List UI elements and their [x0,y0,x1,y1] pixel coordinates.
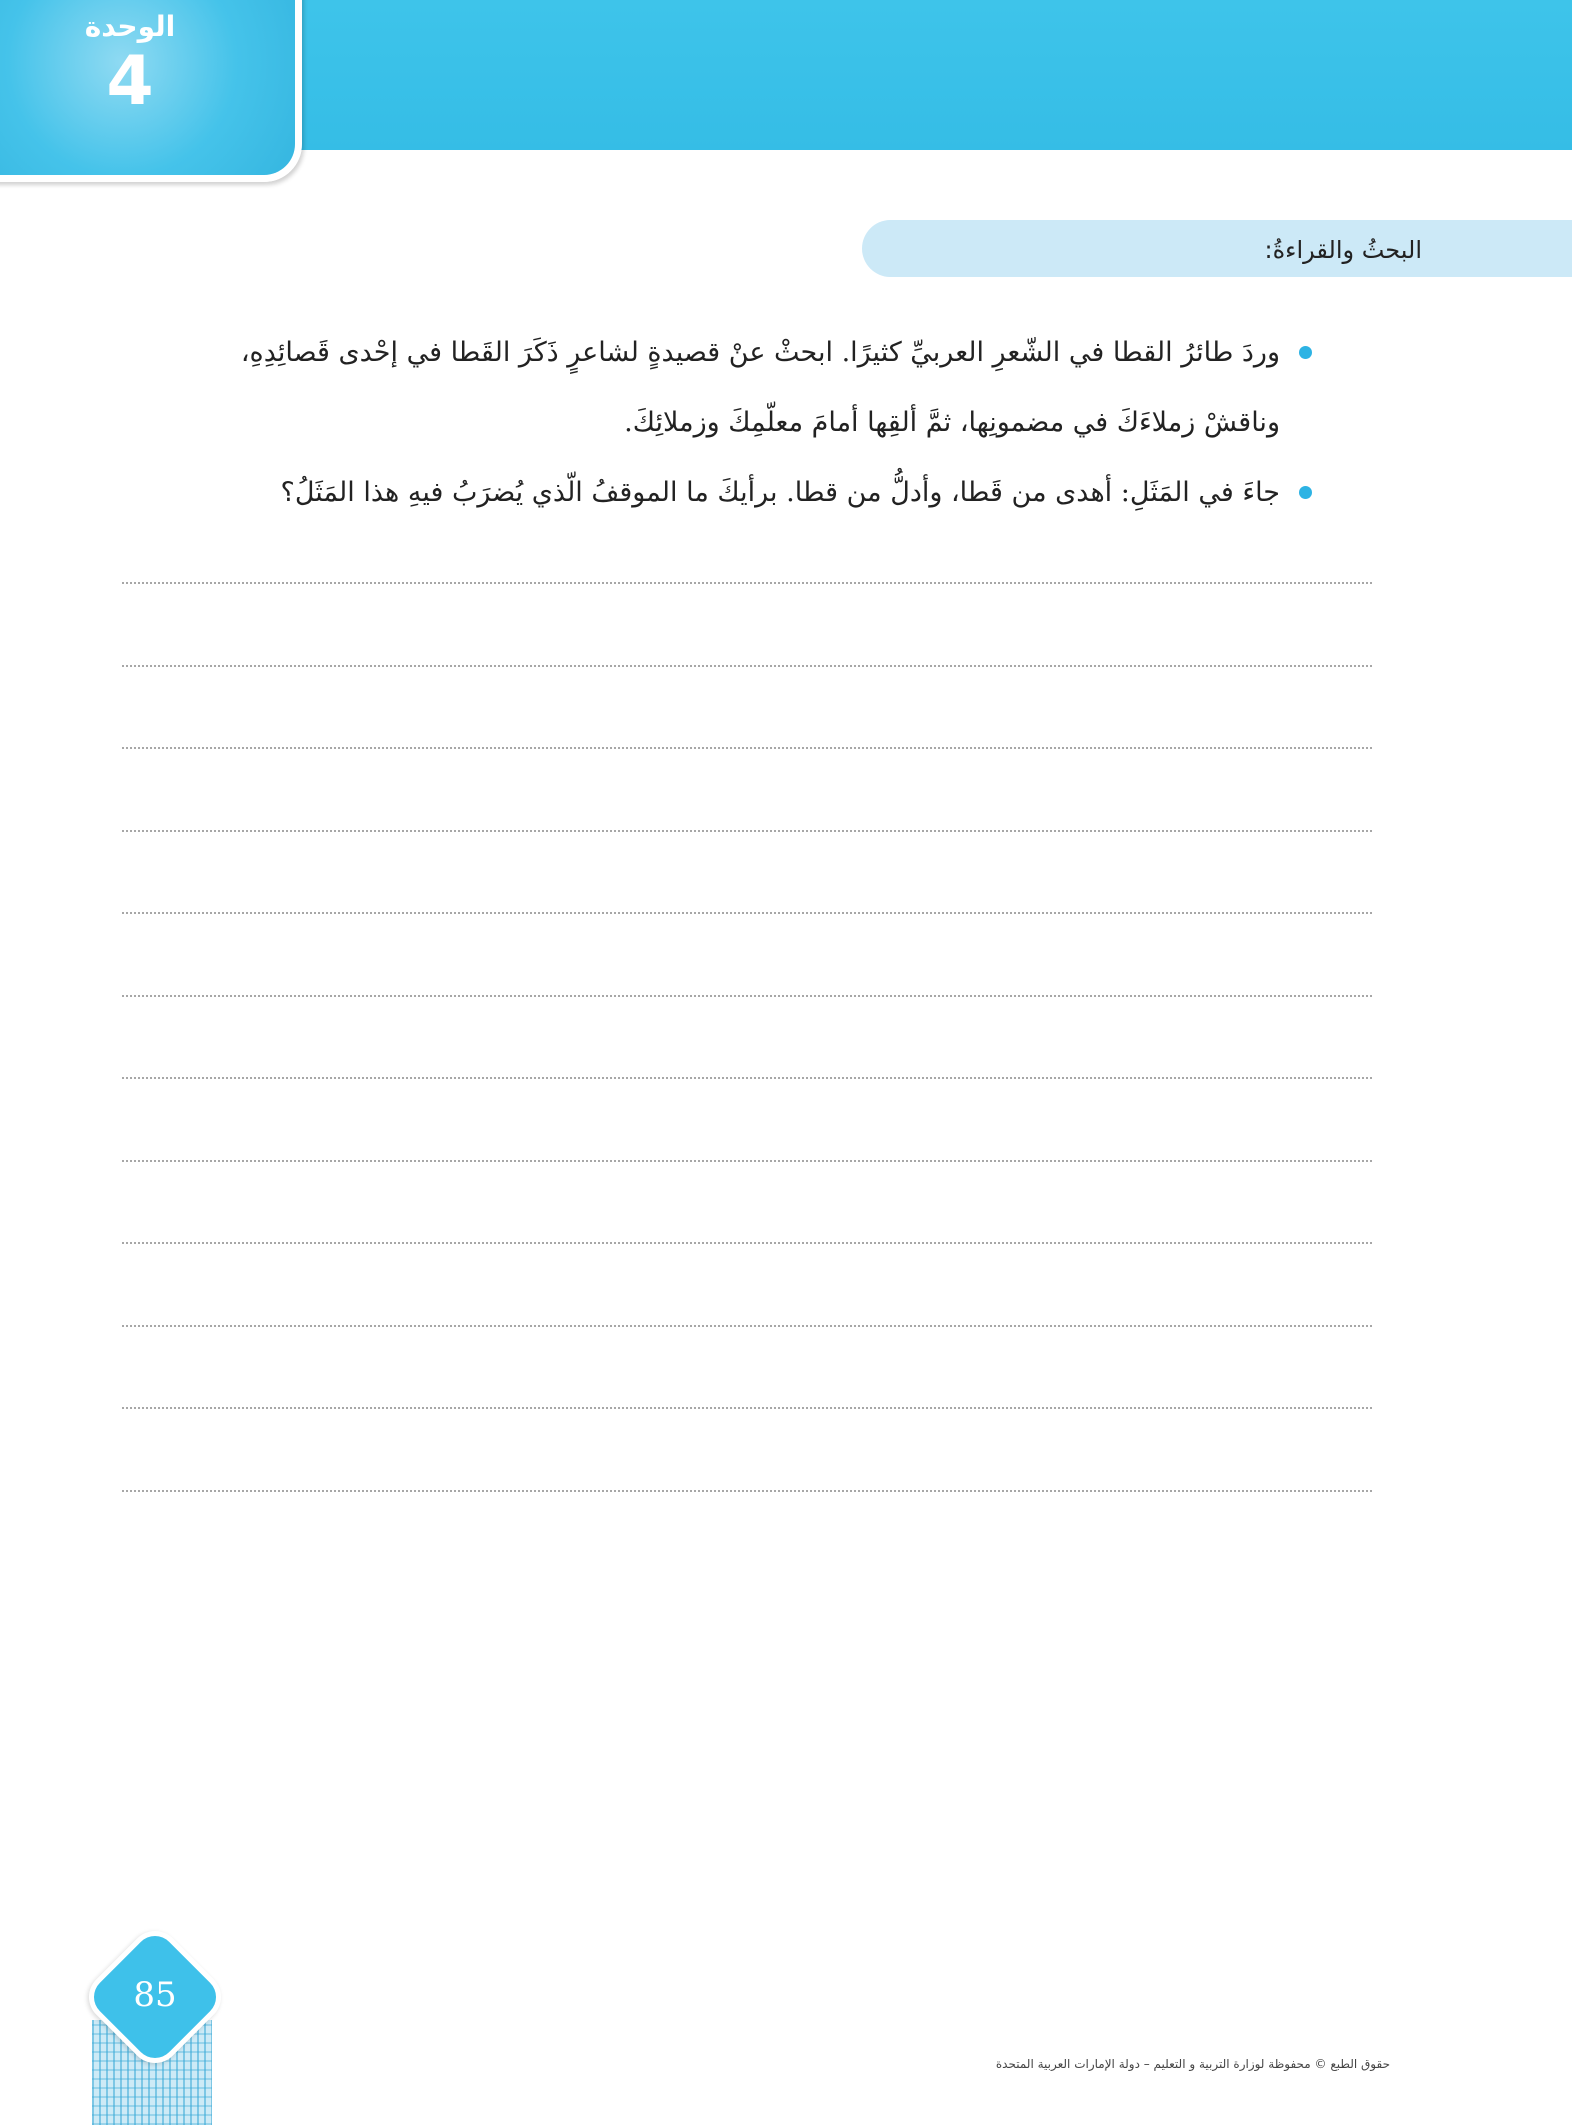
answer-line[interactable] [122,830,1372,832]
answer-line[interactable] [122,665,1372,667]
answer-line[interactable] [122,1407,1372,1409]
exercise-text: جاءَ في المَثَلِ: أهدى من قَطا، وأدلُّ من قطا. برأيكَ ما الموقفُ الّذي يُضرَبُ فيهِ هذا المَثَلُ؟ [280,477,1280,508]
answer-line[interactable] [122,1325,1372,1327]
exercise-item [130,318,1312,458]
unit-tab [0,0,302,182]
answer-line[interactable] [122,1077,1372,1079]
answer-line[interactable] [122,1490,1372,1492]
answer-line[interactable] [122,912,1372,914]
answer-area[interactable] [122,582,1372,1502]
answer-line[interactable] [122,747,1372,749]
answer-line[interactable] [122,1160,1372,1162]
exercise-text: وناقشْ زملاءَكَ في مضمونِها، ثمَّ ألقِها أمامَ معلّمِكَ وزملائِكَ. [624,407,1280,438]
answer-line[interactable] [122,582,1372,584]
unit-label: الوحدة [84,10,176,43]
exercise-item [130,458,1312,528]
copyright-text: حقوق الطبع © محفوظة لوزارة التربية و التعليم – دولة الإمارات العربية المتحدة [995,2057,1390,2071]
answer-line[interactable] [122,1242,1372,1244]
bullet-icon [1299,486,1312,499]
bullet-icon [1299,346,1312,359]
section-title: البحثُ والقراءةُ: [1264,236,1422,264]
page-number: 85 [133,1975,177,2015]
exercise-text: وردَ طائرُ القطا في الشّعرِ العربيِّ كثيرًا. ابحثْ عنْ قصيدةٍ لشاعرٍ ذَكَرَ القَطا في إحْدى قَصائِدِهِ، [240,337,1280,368]
answer-line[interactable] [122,995,1372,997]
unit-number: 4 [106,42,154,121]
exercise-list [130,318,1312,528]
section-header [862,220,1572,277]
